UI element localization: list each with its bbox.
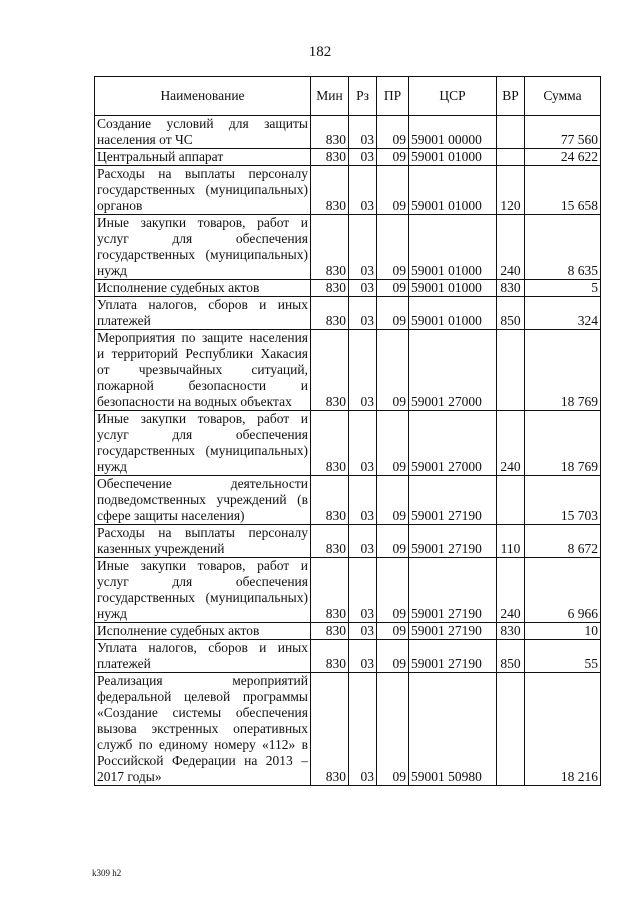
row-pr: 09 (377, 116, 409, 149)
row-csr: 59001 27190 (409, 476, 497, 525)
row-name: Расходы на выплаты персоналу казенных учреждений (95, 525, 311, 558)
row-rz: 03 (349, 411, 377, 476)
row-min: 830 (311, 330, 349, 411)
table-row (95, 330, 601, 411)
row-rz: 03 (349, 640, 377, 673)
table-row (95, 297, 601, 330)
row-sum: 5 (525, 280, 601, 297)
row-csr: 59001 27190 (409, 525, 497, 558)
row-min: 830 (311, 116, 349, 149)
row-rz: 03 (349, 476, 377, 525)
row-csr: 59001 27190 (409, 558, 497, 623)
table-row (95, 411, 601, 476)
row-pr: 09 (377, 623, 409, 640)
row-min: 830 (311, 525, 349, 558)
row-vr: 830 (497, 623, 525, 640)
row-vr: 240 (497, 411, 525, 476)
row-name: Иные закупки товаров, работ и услуг для обеспечения государственных (муниципальных) нужд (95, 411, 311, 476)
row-csr: 59001 01000 (409, 215, 497, 280)
row-min: 830 (311, 558, 349, 623)
table-row (95, 673, 601, 786)
row-vr (497, 476, 525, 525)
row-csr: 59001 27000 (409, 330, 497, 411)
table-row (95, 623, 601, 640)
header-sum: Сумма (525, 77, 601, 116)
row-vr (497, 116, 525, 149)
row-rz: 03 (349, 280, 377, 297)
row-csr: 59001 27190 (409, 623, 497, 640)
row-vr: 110 (497, 525, 525, 558)
row-sum: 10 (525, 623, 601, 640)
row-name: Создание условий для защиты населения от ЧС (95, 116, 311, 149)
row-vr (497, 673, 525, 786)
row-min: 830 (311, 215, 349, 280)
footer-code: k309 h2 (92, 868, 122, 878)
row-vr: 240 (497, 215, 525, 280)
row-min: 830 (311, 673, 349, 786)
table-row (95, 525, 601, 558)
row-min: 830 (311, 623, 349, 640)
row-csr: 59001 01000 (409, 166, 497, 215)
row-rz: 03 (349, 149, 377, 166)
row-csr: 59001 27190 (409, 640, 497, 673)
row-vr: 850 (497, 297, 525, 330)
row-sum: 77 560 (525, 116, 601, 149)
page-number: 182 (308, 44, 332, 60)
row-rz: 03 (349, 673, 377, 786)
row-pr: 09 (377, 166, 409, 215)
row-name: Расходы на выплаты персоналу государственных (муниципальных) органов (95, 166, 311, 215)
row-min: 830 (311, 149, 349, 166)
table-row (95, 215, 601, 280)
header-vr: ВР (497, 77, 525, 116)
row-vr (497, 149, 525, 166)
row-sum: 18 769 (525, 411, 601, 476)
row-vr: 240 (497, 558, 525, 623)
row-rz: 03 (349, 166, 377, 215)
row-name: Иные закупки товаров, работ и услуг для обеспечения государственных (муниципальных) нужд (95, 215, 311, 280)
row-vr (497, 330, 525, 411)
row-sum: 324 (525, 297, 601, 330)
table-row (95, 476, 601, 525)
row-name: Обеспечение деятельности подведомственных учреждений (в сфере защиты населения) (95, 476, 311, 525)
row-min: 830 (311, 476, 349, 525)
row-sum: 8 672 (525, 525, 601, 558)
row-vr: 850 (497, 640, 525, 673)
row-vr: 120 (497, 166, 525, 215)
row-pr: 09 (377, 280, 409, 297)
row-csr: 59001 00000 (409, 116, 497, 149)
row-sum: 8 635 (525, 215, 601, 280)
row-rz: 03 (349, 116, 377, 149)
row-rz: 03 (349, 525, 377, 558)
row-pr: 09 (377, 525, 409, 558)
header-min: Мин (311, 77, 349, 116)
row-min: 830 (311, 280, 349, 297)
row-name: Уплата налогов, сборов и иных платежей (95, 640, 311, 673)
header-rz: Рз (349, 77, 377, 116)
table-row (95, 280, 601, 297)
row-sum: 18 769 (525, 330, 601, 411)
row-rz: 03 (349, 623, 377, 640)
row-min: 830 (311, 297, 349, 330)
row-pr: 09 (377, 330, 409, 411)
row-name: Реализация мероприятий федеральной целевой программы «Создание системы обеспечения вызова экстренных оперативных служб по единому номеру «112» в Российской Федерации на 2013 – 2017 годы» (95, 673, 311, 786)
table-row (95, 558, 601, 623)
row-sum: 24 622 (525, 149, 601, 166)
row-csr: 59001 01000 (409, 297, 497, 330)
row-name: Иные закупки товаров, работ и услуг для обеспечения государственных (муниципальных) нужд (95, 558, 311, 623)
header-csr: ЦСР (409, 77, 497, 116)
row-pr: 09 (377, 297, 409, 330)
row-pr: 09 (377, 558, 409, 623)
row-vr: 830 (497, 280, 525, 297)
row-rz: 03 (349, 215, 377, 280)
row-pr: 09 (377, 215, 409, 280)
row-csr: 59001 50980 (409, 673, 497, 786)
row-name: Исполнение судебных актов (95, 623, 311, 640)
row-pr: 09 (377, 411, 409, 476)
row-sum: 6 966 (525, 558, 601, 623)
row-rz: 03 (349, 297, 377, 330)
row-rz: 03 (349, 558, 377, 623)
row-name: Исполнение судебных актов (95, 280, 311, 297)
header-pr: ПР (377, 77, 409, 116)
row-sum: 55 (525, 640, 601, 673)
row-rz: 03 (349, 330, 377, 411)
row-pr: 09 (377, 640, 409, 673)
row-csr: 59001 01000 (409, 149, 497, 166)
row-name: Центральный аппарат (95, 149, 311, 166)
row-name: Мероприятия по защите населения и территорий Республики Хакасия от чрезвычайных ситуаций, пожарной безопасности и безопасности на водных объектах (95, 330, 311, 411)
budget-table (94, 76, 601, 786)
row-min: 830 (311, 640, 349, 673)
row-sum: 18 216 (525, 673, 601, 786)
row-sum: 15 703 (525, 476, 601, 525)
table-row (95, 166, 601, 215)
row-pr: 09 (377, 149, 409, 166)
table-header-row (95, 77, 601, 116)
row-csr: 59001 01000 (409, 280, 497, 297)
row-sum: 15 658 (525, 166, 601, 215)
row-csr: 59001 27000 (409, 411, 497, 476)
row-name: Уплата налогов, сборов и иных платежей (95, 297, 311, 330)
table-row (95, 116, 601, 149)
row-pr: 09 (377, 476, 409, 525)
table-row (95, 640, 601, 673)
row-pr: 09 (377, 673, 409, 786)
table-row (95, 149, 601, 166)
row-min: 830 (311, 411, 349, 476)
header-name: Наименование (95, 77, 311, 116)
table-body (95, 116, 601, 786)
row-min: 830 (311, 166, 349, 215)
